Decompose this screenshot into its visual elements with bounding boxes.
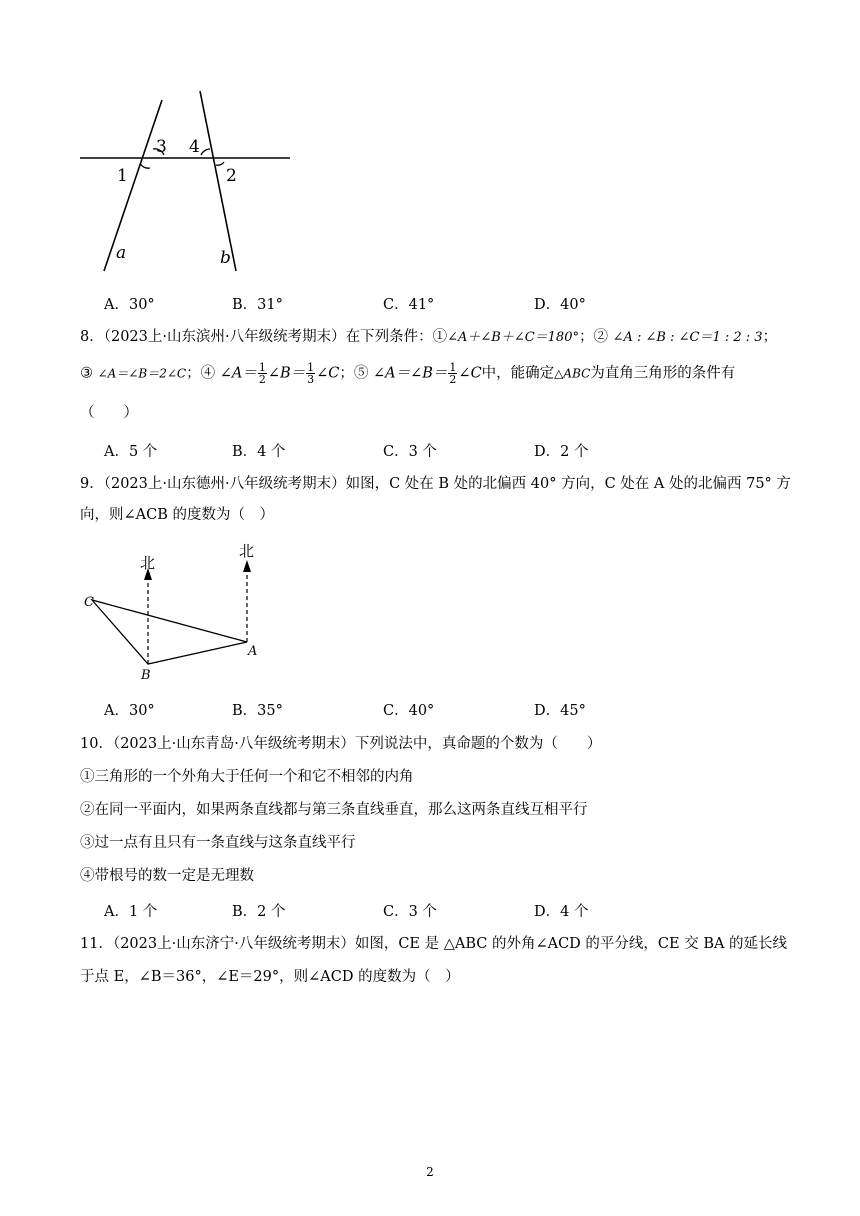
figure-q9-bearing bbox=[80, 535, 280, 685]
fig9-label-a: A bbox=[248, 644, 258, 659]
q8-condition-5b: ∠C bbox=[458, 365, 482, 382]
q8-condition-5a: ∠A＝∠B＝ bbox=[372, 365, 448, 382]
q9-option-b: B．35° bbox=[232, 703, 283, 719]
q8-prefix: 8．（2023上·山东滨州·八年级统考期末）在下列条件：① bbox=[80, 329, 448, 345]
q9-option-c: C．40° bbox=[383, 703, 435, 719]
q7-option-d: D．40° bbox=[534, 297, 586, 313]
q8-triangle: △ABC bbox=[554, 366, 591, 381]
fig9-north-1: 北 bbox=[140, 554, 156, 572]
q8-fraction-1: $\frac{1}{2}$ bbox=[258, 361, 266, 386]
q8-sep-5: ；⑤ bbox=[339, 365, 373, 382]
q8-fraction-3: $\frac{1}{2}$ bbox=[449, 361, 457, 386]
q8-option-c: C．3 个 bbox=[383, 444, 437, 460]
q8-sep-4: ；④ bbox=[186, 365, 220, 382]
q8-condition-2: ∠A : ∠B : ∠C＝1 : 2 : 3 bbox=[612, 330, 763, 345]
q8-fraction-2: $\frac{1}{3}$ bbox=[307, 361, 315, 386]
q8-suffix-2: 为直角三角形的条件有 bbox=[590, 365, 736, 382]
fig7-label-2: 2 bbox=[226, 166, 237, 186]
q10-item-1: ①三角形的一个外角大于任何一个和它不相邻的内角 bbox=[80, 769, 414, 785]
q8-condition-4c: ∠C bbox=[316, 365, 340, 382]
q8-condition-1: ∠A＋∠B＋∠C＝180° bbox=[447, 330, 579, 345]
q8-suffix: 中，能确定 bbox=[481, 365, 555, 382]
q10-item-3: ③过一点有且只有一条直线与这条直线平行 bbox=[80, 835, 356, 851]
fig9-label-c: C bbox=[84, 595, 94, 610]
q8-sep-3: ③ bbox=[80, 365, 98, 382]
q10-option-b: B．2 个 bbox=[232, 904, 286, 920]
fig9-north-2: 北 bbox=[239, 542, 255, 560]
q9-line-1: 9．（2023上·山东德州·八年级统考期末）如图，C 处在 B 处的北偏西 40° 方向，C 处在 A 处的北偏西 75° 方 bbox=[80, 476, 791, 492]
q8-sep-2b: ； bbox=[762, 329, 778, 345]
q8-condition-3: ∠A＝∠B＝2∠C bbox=[97, 366, 187, 381]
q11-line-1: 11．（2023上·山东济宁·八年级统考期末）如图，CE 是 △ABC 的外角∠ACD 的平分线，CE 交 BA 的延长线 bbox=[80, 936, 788, 952]
fig7-label-a: a bbox=[116, 243, 127, 263]
q7-option-a: A．30° bbox=[104, 297, 155, 313]
q8-option-b: B．4 个 bbox=[232, 444, 286, 460]
q11-line-2: 于点 E，∠B＝36°，∠E＝29°，则∠ACD 的度数为（ ） bbox=[80, 969, 460, 985]
page-number: 2 bbox=[426, 1165, 434, 1179]
q10-option-c: C．3 个 bbox=[383, 904, 437, 920]
q8-paren: （ ） bbox=[80, 405, 138, 421]
q8-line-1 bbox=[80, 327, 777, 348]
q8-option-d: D．2 个 bbox=[534, 444, 589, 460]
q10-title: 10．（2023上·山东青岛·八年级统考期末）下列说法中，真命题的个数为（ ） bbox=[80, 736, 602, 752]
q10-option-a: A．1 个 bbox=[104, 904, 158, 920]
q9-line-2: 向，则∠ACB 的度数为（ ） bbox=[80, 507, 274, 523]
q9-option-d: D．45° bbox=[534, 703, 586, 719]
q8-condition-4a: ∠A＝ bbox=[219, 365, 257, 382]
q10-option-d: D．4 个 bbox=[534, 904, 589, 920]
fig7-label-4: 4 bbox=[189, 137, 200, 157]
q10-item-4: ④带根号的数一定是无理数 bbox=[80, 868, 254, 884]
q8-condition-4b: ∠B＝ bbox=[267, 365, 306, 382]
fig9-label-b: B bbox=[141, 668, 151, 683]
q7-option-c: C．41° bbox=[383, 297, 435, 313]
q8-sep-2: ；② bbox=[578, 329, 613, 345]
q8-option-a: A．5 个 bbox=[104, 444, 158, 460]
q10-item-2: ②在同一平面内，如果两条直线都与第三条直线垂直，那么这两条直线互相平行 bbox=[80, 802, 588, 818]
fig7-label-1: 1 bbox=[117, 166, 128, 186]
q9-option-a: A．30° bbox=[104, 703, 155, 719]
figure-q7-parallel-lines bbox=[70, 85, 300, 280]
q8-line-2 bbox=[80, 362, 735, 385]
q7-option-b: B．31° bbox=[232, 297, 283, 313]
fig7-label-3: 3 bbox=[156, 137, 167, 157]
fig7-label-b: b bbox=[220, 248, 231, 268]
